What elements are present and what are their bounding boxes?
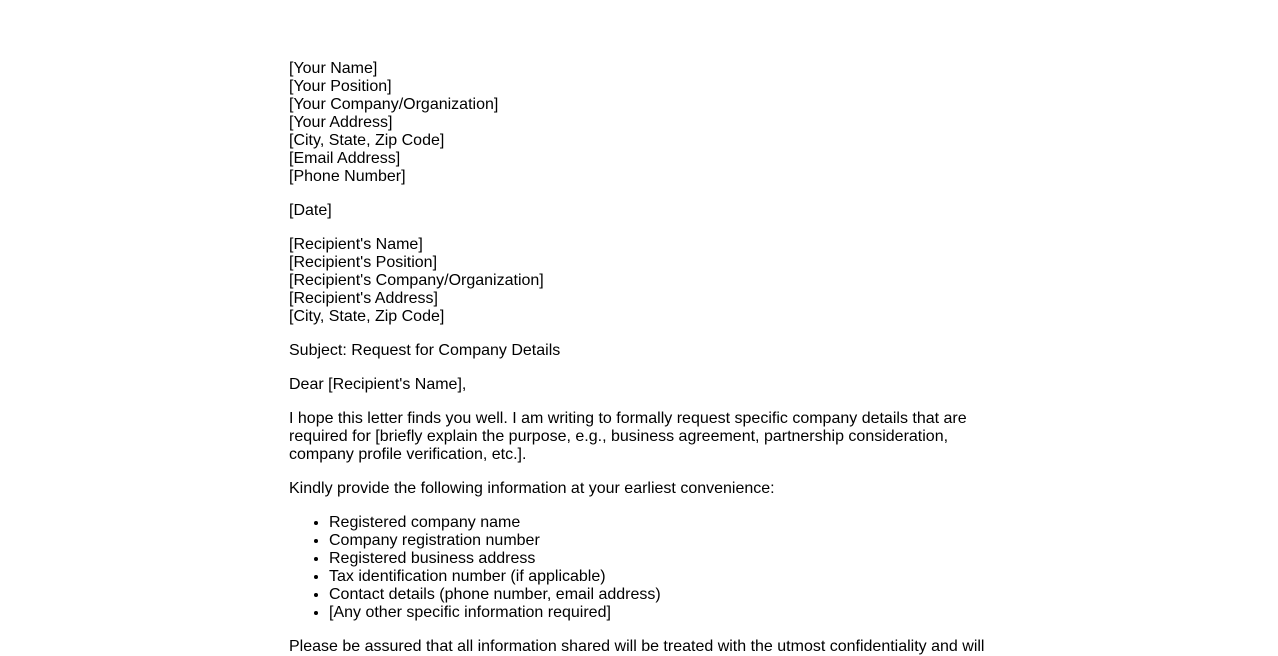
sender-address-line: [Your Position] [289,78,392,95]
sender-address-line: [Your Name] [289,60,378,77]
subject-line: Subject: Request for Company Details [289,342,561,359]
requested-item: • Registered business address [329,550,989,568]
date-line: [Date] [289,202,332,219]
recipient-address-line: [Recipient's Position] [289,254,438,271]
recipient-address-line: [Recipient's Company/Organization] [289,272,544,289]
letter-document [289,0,989,656]
recipient-address-line: [Recipient's Name] [289,236,423,253]
recipient-address-line: [Recipient's Address] [289,290,438,307]
requested-item: • Contact details (phone number, email address) [329,586,989,604]
request-paragraph: Kindly provide the following information at your earliest convenience: [289,480,775,497]
confidentiality-paragraph: Please be assured that all information shared will be treated with the utmost confidentiality and will [289,638,985,655]
recipient-address-block [289,236,989,326]
intro-paragraph: I hope this letter finds you well. I am writing to formally request specific company details that are required for [briefly explain the purpose, e.g., business agreement, partnership consideration, company profile verification, etc.]. [289,410,967,463]
requested-item: • Registered company name [329,514,989,532]
recipient-address-line: [City, State, Zip Code] [289,308,445,325]
sender-address-line: [Email Address] [289,150,401,167]
requested-item: • Tax identification number (if applicable) [329,568,989,586]
sender-address-line: [Your Company/Organization] [289,96,499,113]
sender-address-block [289,60,989,186]
requested-items-list [289,514,989,622]
sender-address-line: [Your Address] [289,114,393,131]
salutation: Dear [Recipient's Name], [289,376,467,393]
sender-address-line: [City, State, Zip Code] [289,132,445,149]
requested-item: • [Any other specific information required] [329,604,989,622]
sender-address-line: [Phone Number] [289,168,406,185]
requested-item: • Company registration number [329,532,989,550]
